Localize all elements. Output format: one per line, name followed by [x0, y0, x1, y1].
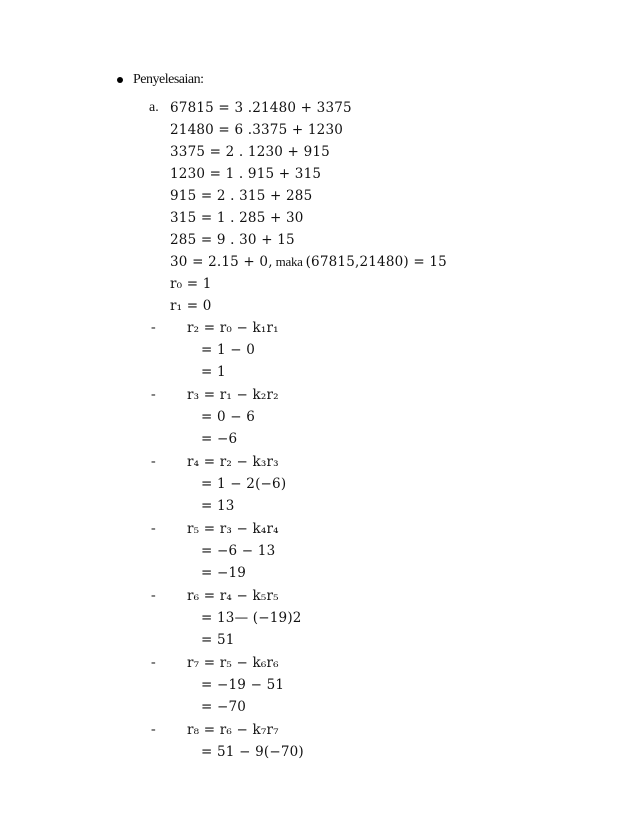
step-head: r₅ = r₃ − k₄r₄ — [187, 521, 279, 537]
init-r1: r₁ = 0 — [170, 298, 212, 314]
step-dash: - — [151, 320, 156, 335]
step-line: = 1 — [201, 364, 226, 380]
euclid-line: 3375 = 2 . 1230 + 915 — [170, 144, 330, 160]
step-dash: - — [151, 722, 156, 737]
step-line: = 1 − 0 — [201, 342, 256, 358]
euclid-line: 315 = 1 . 285 + 30 — [170, 210, 304, 226]
step-head: r₃ = r₁ − k₂r₂ — [187, 387, 279, 403]
step-dash: - — [151, 655, 156, 670]
step-line: = −19 — [201, 565, 247, 581]
step-line: = −19 − 51 — [201, 677, 285, 693]
step-dash: - — [151, 387, 156, 402]
step-head: r₇ = r₅ − k₆r₆ — [187, 655, 279, 671]
step-dash: - — [151, 588, 156, 603]
euclid-line: 285 = 9 . 30 + 15 — [170, 232, 295, 248]
step-line: = −6 — [201, 431, 238, 447]
step-line: = 13 — [201, 498, 235, 514]
step-head: r₂ = r₀ − k₁r₁ — [187, 320, 279, 336]
step-head: r₆ = r₄ − k₅r₅ — [187, 588, 279, 604]
step-line: = 13— (−19)2 — [201, 610, 302, 626]
euclid-line: 1230 = 1 . 915 + 315 — [170, 166, 322, 182]
euclid-line: 915 = 2 . 315 + 285 — [170, 188, 313, 204]
step-head: r₄ = r₂ − k₃r₃ — [187, 454, 279, 470]
bullet-icon — [117, 77, 123, 83]
gcd-word: maka — [272, 254, 306, 269]
step-dash: - — [151, 454, 156, 469]
init-r0: r₀ = 1 — [170, 276, 212, 292]
euclid-line: 67815 = 3 .21480 + 3375 — [170, 100, 352, 116]
step-line: = 51 − 9(−70) — [201, 744, 304, 760]
step-head: r₈ = r₆ − k₇r₇ — [187, 722, 279, 738]
step-line: = −70 — [201, 699, 247, 715]
gcd-rhs: (67815,21480) = 15 — [305, 254, 447, 270]
step-line: = 1 − 2(−6) — [201, 476, 287, 492]
step-line: = 0 − 6 — [201, 409, 256, 425]
step-line: = −6 − 13 — [201, 543, 276, 559]
section-heading: Penyelesaian: — [133, 72, 204, 87]
step-line: = 51 — [201, 632, 235, 648]
gcd-lhs: 30 = 2.15 + 0, — [170, 254, 273, 270]
item-marker: a. — [149, 100, 159, 115]
step-dash: - — [151, 521, 156, 536]
gcd-line — [170, 254, 447, 270]
euclid-line: 21480 = 6 .3375 + 1230 — [170, 122, 344, 138]
